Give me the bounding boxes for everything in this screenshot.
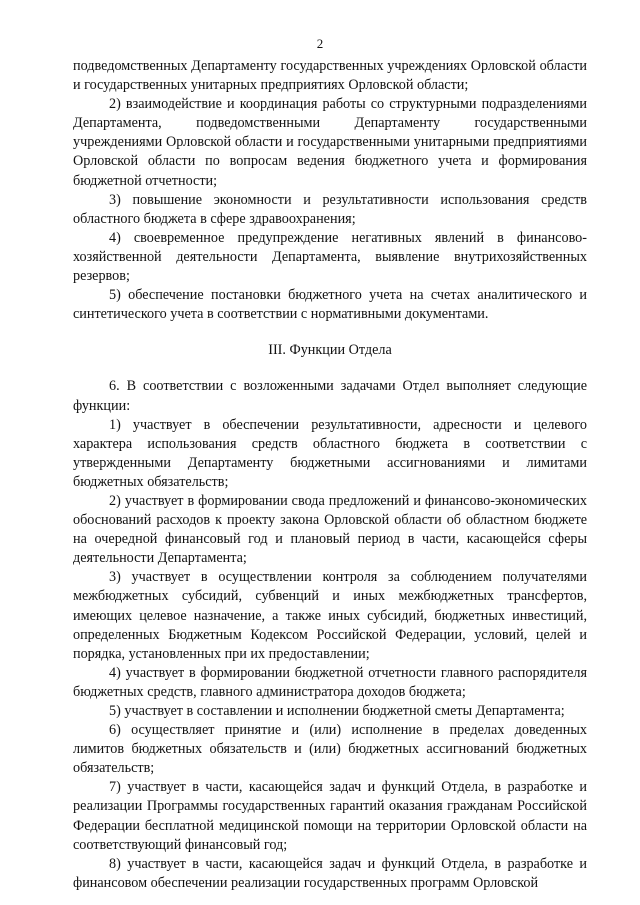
paragraph-function-3: 3) участвует в осуществлении контроля за соблюдением получателями межбюджетных субсидий, субвенций и иных межбюджетных трансфертов, имеющих целевое назначение, а также иных субсидий, бюджетных инвестиций, определенных Бюджетным Кодексом Российской Федерации, условий, целей и порядка, установленных при их предоставлении; — [73, 569, 587, 662]
paragraph-function-5: 5) участвует в составлении и исполнении бюджетной сметы Департамента; — [109, 703, 565, 719]
paragraph-task-2: 2) взаимодействие и координация работы со структурными подразделениями Департамента, подведомственными Департаменту государственными учреждениями Орловской области и государственными унитарными предприятиями Орловской области по вопросам ведения бюджетного учета и формирования бюджетной отчетности; — [73, 96, 587, 189]
paragraph-task-5: 5) обеспечение постановки бюджетного учета на счетах аналитического и синтетического учета в соответствии с нормативными документами. — [73, 287, 587, 323]
paragraph-task-3: 3) повышение экономности и результативности использования средств областного бюджета в сфере здравоохранения; — [73, 191, 587, 227]
paragraph-function-4: 4) участвует в формировании бюджетной отчетности главного распорядителя бюджетных средств, главного администратора доходов бюджета; — [73, 664, 587, 700]
page-number: 2 — [316, 36, 324, 51]
heading-spacer-top — [73, 324, 587, 341]
paragraph-clause-6: 6. В соответствии с возложенными задачами Отдел выполняет следующие функции: — [73, 378, 587, 414]
paragraph-continuation: подведомственных Департаменту государственных учреждениях Орловской области и государственных унитарных предприятиях Орловской области; — [73, 58, 587, 94]
paragraph-function-7: 7) участвует в части, касающейся задач и функций Отдела, в разработке и реализации Программы государственных гарантий оказания гражданам Российской Федерации бесплатной медицинской помощи на территории Орловской области на соответствующий финансовый год; — [73, 779, 587, 853]
paragraph-function-1: 1) участвует в обеспечении результативности, адресности и целевого характера использования средств областного бюджета в соответствии с утвержденными Департаменту бюджетными ассигнованиями и лимитами бюджетных обязательств; — [73, 416, 587, 490]
heading-spacer-bottom — [73, 360, 587, 377]
section-heading: III. Функции Отдела — [268, 342, 392, 359]
paragraph-task-4: 4) своевременное предупреждение негативных явлений в финансово-хозяйственной деятельности Департамента, выявление внутрихозяйственных резервов; — [73, 229, 587, 285]
paragraph-function-2: 2) участвует в формировании свода предложений и финансово-экономических обоснований расходов к проекту закона Орловской области об областном бюджете на очередной финансовый год и плановый период в части, касающейся сферы деятельности Департамента; — [73, 492, 587, 567]
paragraph-function-6: 6) осуществляет принятие и (или) исполнение в пределах доведенных лимитов бюджетных обязательств и (или) бюджетных ассигнований бюджетных обязательств; — [73, 722, 587, 777]
document-body — [73, 57, 587, 893]
paragraph-function-8: 8) участвует в части, касающейся задач и функций Отдела, в разработке и финансовом обеспечении реализации государственных программ Орловской — [73, 855, 587, 891]
